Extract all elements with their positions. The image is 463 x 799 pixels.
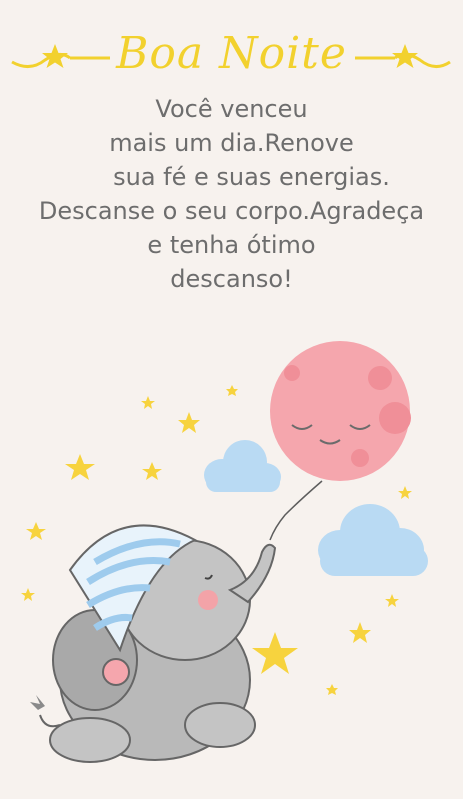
star-icon (26, 522, 46, 540)
message-line: descanso! (170, 265, 293, 293)
message-line: Descanse o seu corpo.Agradeça (38, 197, 425, 225)
star-icon (398, 486, 412, 499)
star-icon (178, 412, 200, 433)
cloud-icon (204, 440, 281, 492)
message-line: sua fé e suas energias. (113, 163, 390, 191)
star-icon (252, 632, 298, 674)
message-line: mais um dia.Renove (109, 129, 354, 157)
title-text: Boa Noite (116, 28, 347, 79)
balloon-icon (270, 341, 411, 540)
cloud-icon (318, 504, 428, 576)
star-icon (349, 622, 371, 643)
message-line: e tenha ótimo (147, 231, 316, 259)
message (0, 92, 463, 296)
elephant-icon (30, 525, 275, 762)
star-icon (385, 594, 399, 607)
illustration (0, 330, 463, 799)
message-line: Você venceu (155, 95, 308, 123)
title-banner (0, 22, 463, 92)
star-icon (21, 588, 35, 601)
star-icon (142, 462, 162, 480)
star-icon (326, 684, 338, 695)
star-icon (141, 396, 155, 409)
star-icon (226, 385, 238, 396)
star-icon (65, 454, 95, 480)
